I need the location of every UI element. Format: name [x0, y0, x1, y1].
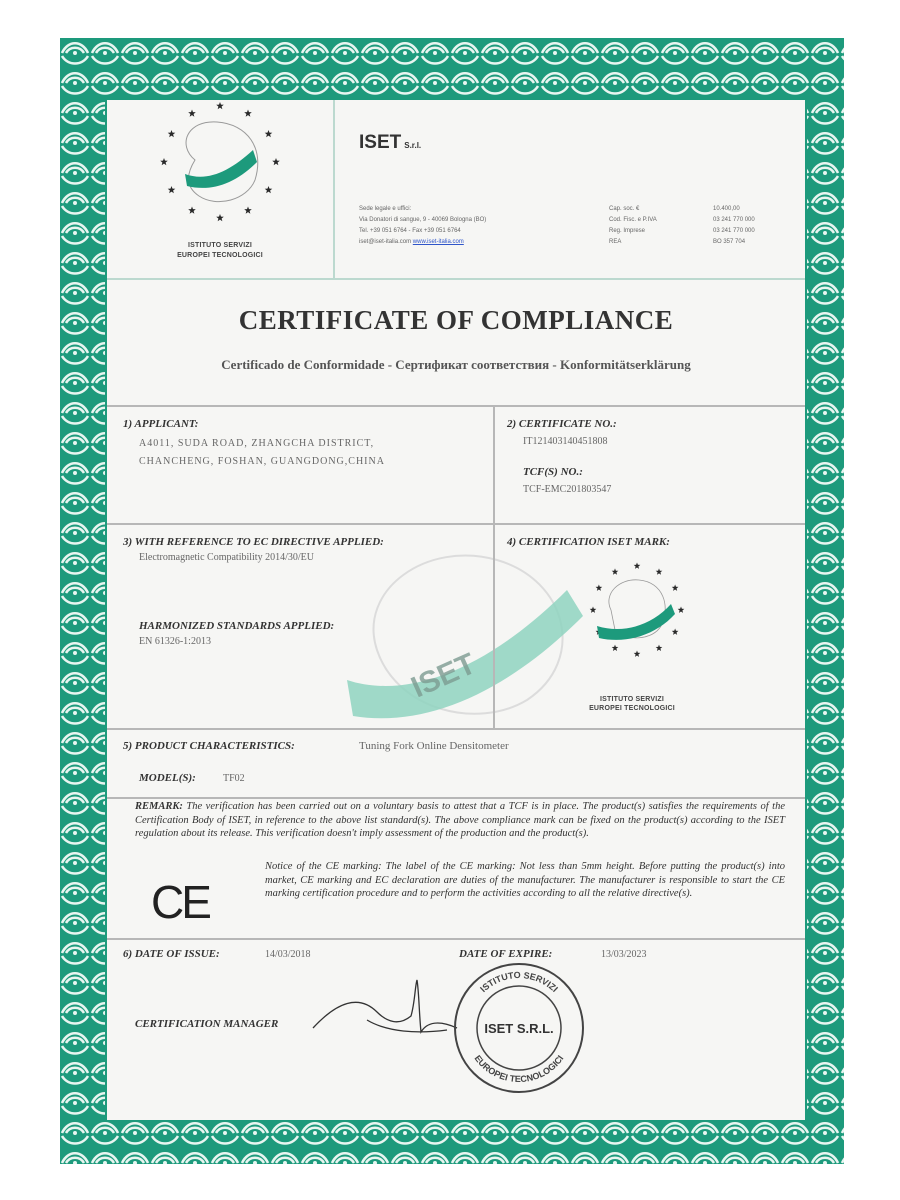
issue-date-label: 6) DATE OF ISSUE:: [123, 948, 220, 960]
mark-caption-line2: EUROPEI TECNOLOGICI: [589, 705, 675, 712]
divider: [107, 938, 805, 940]
certificate-title: CERTIFICATE OF COMPLIANCE: [238, 305, 674, 335]
institute-name-line1: ISTITUTO SERVIZI: [187, 242, 252, 249]
logo-star-icon: [216, 102, 224, 109]
logo-star-icon: [216, 214, 224, 221]
company-name-text: ISET: [359, 132, 402, 153]
remark-lead: REMARK:: [135, 801, 183, 812]
ce-mark-icon: CE: [151, 876, 209, 928]
logo-star-icon: [634, 563, 641, 569]
applicant-line: A4011, SUDA ROAD, ZHANGCHA DISTRICT,: [139, 438, 375, 449]
product-value: Tuning Fork Online Densitometer: [359, 740, 509, 752]
logo-star-icon: [612, 568, 619, 574]
standards-value: EN 61326-1:2013: [139, 636, 211, 647]
signature-icon: [307, 972, 467, 1042]
logo-star-icon: [244, 110, 252, 117]
registry-label: REA: [609, 239, 622, 245]
iset-mark-logo-icon: [567, 560, 697, 690]
logo-star-icon: [656, 568, 663, 574]
product-label: 5) PRODUCT CHARACTERISTICS:: [123, 740, 295, 752]
divider: [107, 405, 805, 407]
logo-star-icon: [244, 207, 252, 214]
logo-star-icon: [612, 645, 619, 651]
mark-caption-line1: ISTITUTO SERVIZI: [599, 696, 664, 703]
ce-notice: Notice of the CE marking: The label of the CE marking: Not less than 5mm height. Before putting the product(s) into market, CE marking and EC declaration are duties of the manufacturer. The manufacturer is responsible to start the CE marking certification procedure and to perform the activities according to all the relative directive(s).: [265, 861, 785, 899]
address-line: Via Donatori di sangue, 9 - 40069 Bologna (BO): [359, 217, 487, 223]
header-logo-panel: [107, 100, 335, 278]
watermark-text: ISET: [406, 647, 481, 705]
registry-value: 10.400,00: [713, 206, 740, 212]
issue-date: 14/03/2018: [265, 949, 311, 960]
expire-date-label: DATE OF EXPIRE:: [459, 948, 553, 960]
logo-star-icon: [272, 158, 280, 165]
stamp-text: ISET S.R.L.: [484, 1021, 554, 1036]
applicant-line: CHANCHENG, FOSHAN, GUANGDONG,CHINA: [139, 456, 385, 467]
stamp-ring-bottom: EUROPEI TECNOLOGICI: [472, 1053, 566, 1085]
certificate-subtitle: Certificado de Conformidade - Сертификат соответствия - Konformitätserklärung: [221, 357, 691, 372]
registry-value: 03 241 770 000: [713, 228, 755, 234]
registry-label: Cod. Fisc. e P.IVA: [609, 217, 657, 223]
logo-star-icon: [672, 585, 679, 591]
registry-label: Cap. soc. €: [609, 206, 640, 212]
logo-star-icon: [678, 607, 685, 613]
applicant-label: 1) APPLICANT:: [123, 418, 199, 430]
tcf-label: TCF(S) NO.:: [523, 466, 583, 478]
logo-star-icon: [265, 130, 273, 137]
logo-star-icon: [168, 186, 176, 193]
logo-star-icon: [265, 186, 273, 193]
model-label: MODEL(S):: [139, 772, 196, 784]
tcf-number: TCF-EMC201803547: [523, 484, 612, 495]
logo-star-icon: [188, 110, 196, 117]
divider: [107, 797, 805, 799]
logo-star-icon: [590, 607, 597, 613]
remark-text: The verification has been carried out on a voluntary basis to attest that a TCF is in place. The product(s) satisfies the requirements of the Certification Body of ISET, in reference to the above list standard(s). The above compliance mark can be fixed on the product(s) according to the ISET regulation about its release. This verification doesn't imply assessment of the production and the product(s).: [135, 801, 786, 839]
website-link[interactable]: www.iset-italia.com: [412, 239, 464, 245]
divider: [107, 523, 805, 525]
institute-name-line2: EUROPEI TECNOLOGICI: [177, 252, 263, 259]
certificate-number-label: 2) CERTIFICATE NO.:: [507, 418, 617, 430]
standards-label: HARMONIZED STANDARDS APPLIED:: [139, 620, 335, 632]
company-address: [359, 204, 569, 248]
certification-manager-label: CERTIFICATION MANAGER: [135, 1018, 279, 1030]
logo-star-icon: [160, 158, 168, 165]
logo-star-icon: [634, 651, 641, 657]
certificate-number: IT121403140451808: [523, 436, 608, 447]
registry-value: BO 357 704: [713, 239, 746, 245]
expire-date: 13/03/2023: [601, 949, 647, 960]
divider: [107, 728, 805, 730]
certificate-header: [107, 100, 805, 280]
address-email: iset@iset-italia.com: [359, 239, 412, 245]
company-stamp-icon: [451, 960, 587, 1096]
logo-star-icon: [168, 130, 176, 137]
address-line: Sede legale e uffici:: [359, 206, 412, 212]
registry-values: [713, 204, 755, 248]
registry-label: Reg. Imprese: [609, 228, 646, 234]
directive-value: Electromagnetic Compatibility 2014/30/EU: [139, 552, 314, 563]
directive-label: 3) WITH REFERENCE TO EC DIRECTIVE APPLIED:: [123, 536, 384, 548]
stamp-ring-top: ISTITUTO SERVIZI: [478, 969, 560, 995]
logo-star-icon: [188, 207, 196, 214]
certificate-body: [105, 98, 807, 1122]
registry-value: 03 241 770 000: [713, 217, 755, 223]
remark-paragraph: [135, 800, 785, 841]
svg-text:ISTITUTO SERVIZI: [478, 970, 560, 994]
model-value: TF02: [223, 773, 245, 784]
company-suffix: S.r.l.: [404, 141, 422, 150]
iset-globe-logo-icon: [107, 100, 333, 250]
column-divider: [493, 405, 495, 728]
logo-star-icon: [672, 629, 679, 635]
iset-mark-label: 4) CERTIFICATION ISET MARK:: [507, 536, 670, 548]
logo-star-icon: [596, 585, 603, 591]
company-name: [359, 132, 421, 154]
address-line: Tel. +39 051 6764 - Fax +39 051 6764: [359, 228, 461, 234]
registry-labels: [609, 204, 657, 248]
logo-star-icon: [656, 645, 663, 651]
svg-text:EUROPEI TECNOLOGICI: [472, 1053, 565, 1084]
